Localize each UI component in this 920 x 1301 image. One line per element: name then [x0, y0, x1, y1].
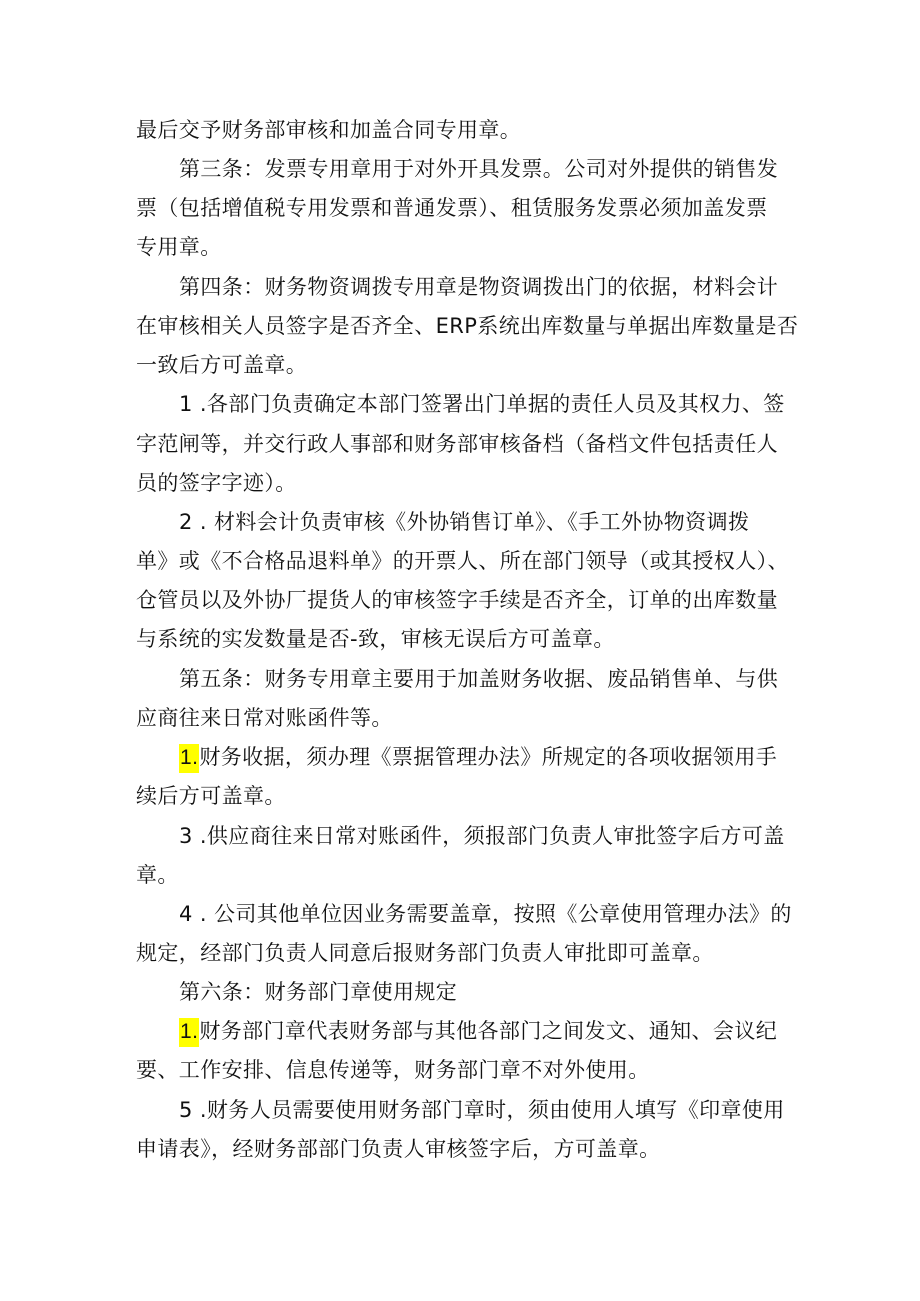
- text-line: 3 .供应商往来日常对账函件，须报部门负责人审批签字后方可盖: [179, 824, 785, 848]
- text-line: 票（包括增值税专用发票和普通发票）、租赁服务发票必须加盖发票: [136, 196, 768, 220]
- text-line: 规定，经部门负责人同意后报财务部门负责人审批即可盖章。: [136, 941, 714, 965]
- text-line: [179, 1017, 777, 1046]
- text-line: 4 . 公司其他单位因业务需要盖章，按照《公章使用管理办法》的: [179, 902, 792, 926]
- text-line: 要、工作安排、信息传递等，财务部门章不对外使用。: [136, 1058, 650, 1082]
- text-line: 在审核相关人员签字是否齐全、ERP系统出库数量与单据出库数量是否: [136, 314, 799, 338]
- highlight-marker: 1.: [179, 744, 199, 773]
- text-line: 仓管员以及外协厂提货人的审核签字手续是否齐全，订单的出库数量: [136, 588, 778, 612]
- text-line: 章。: [136, 863, 179, 887]
- highlight-marker: 1.: [179, 1018, 199, 1047]
- text-line: 应商往来日常对账函件等。: [136, 706, 393, 730]
- section-heading: 第六条：财务部门章使用规定: [179, 980, 458, 1004]
- text-line: 一致后方可盖章。: [136, 353, 308, 377]
- text-line: 申请表》，经财务部部门负责人审核签字后，方可盖章。: [136, 1137, 661, 1161]
- text-line: 员的签字字迹）。: [136, 471, 297, 495]
- text-line: 专用章。: [136, 235, 222, 259]
- text-line: 5 .财务人员需要使用财务部门章时，须由使用人填写《印章使用: [179, 1098, 785, 1122]
- text-line: 单》或《不合格品退料单》的开票人、所在部门领导（或其授权人）、: [136, 549, 789, 573]
- text-line: 第四条：财务物资调拨专用章是物资调拨出门的依据，材料会计: [179, 275, 779, 299]
- text-line: 第三条：发票专用章用于对外开具发票。公司对外提供的销售发: [179, 157, 779, 181]
- text-line-body: 财务收据，须办理《票据管理办法》所规定的各项收据领用手: [199, 745, 778, 769]
- text-line: 1 .各部门负责确定本部门签署出门单据的责任人员及其权力、签: [179, 392, 785, 416]
- text-line: 字范闸等，并交行政人事部和财务部审核备档（备档文件包括责任人: [136, 432, 778, 456]
- text-line: 2 . 材料会计负责审核《外协销售订单》、《手工外协物资调拨: [179, 510, 750, 534]
- text-line: [179, 743, 777, 772]
- text-line: 最后交予财务部审核和加盖合同专用章。: [136, 118, 522, 142]
- text-line: 续后方可盖章。: [136, 784, 286, 808]
- text-line: 第五条：财务专用章主要用于加盖财务收据、废品销售单、与供: [179, 667, 779, 691]
- text-line: 与系统的实发数量是否-致，审核无误后方可盖章。: [136, 627, 615, 651]
- text-line-body: 财务部门章代表财务部与其他各部门之间发文、通知、会议纪: [199, 1019, 778, 1043]
